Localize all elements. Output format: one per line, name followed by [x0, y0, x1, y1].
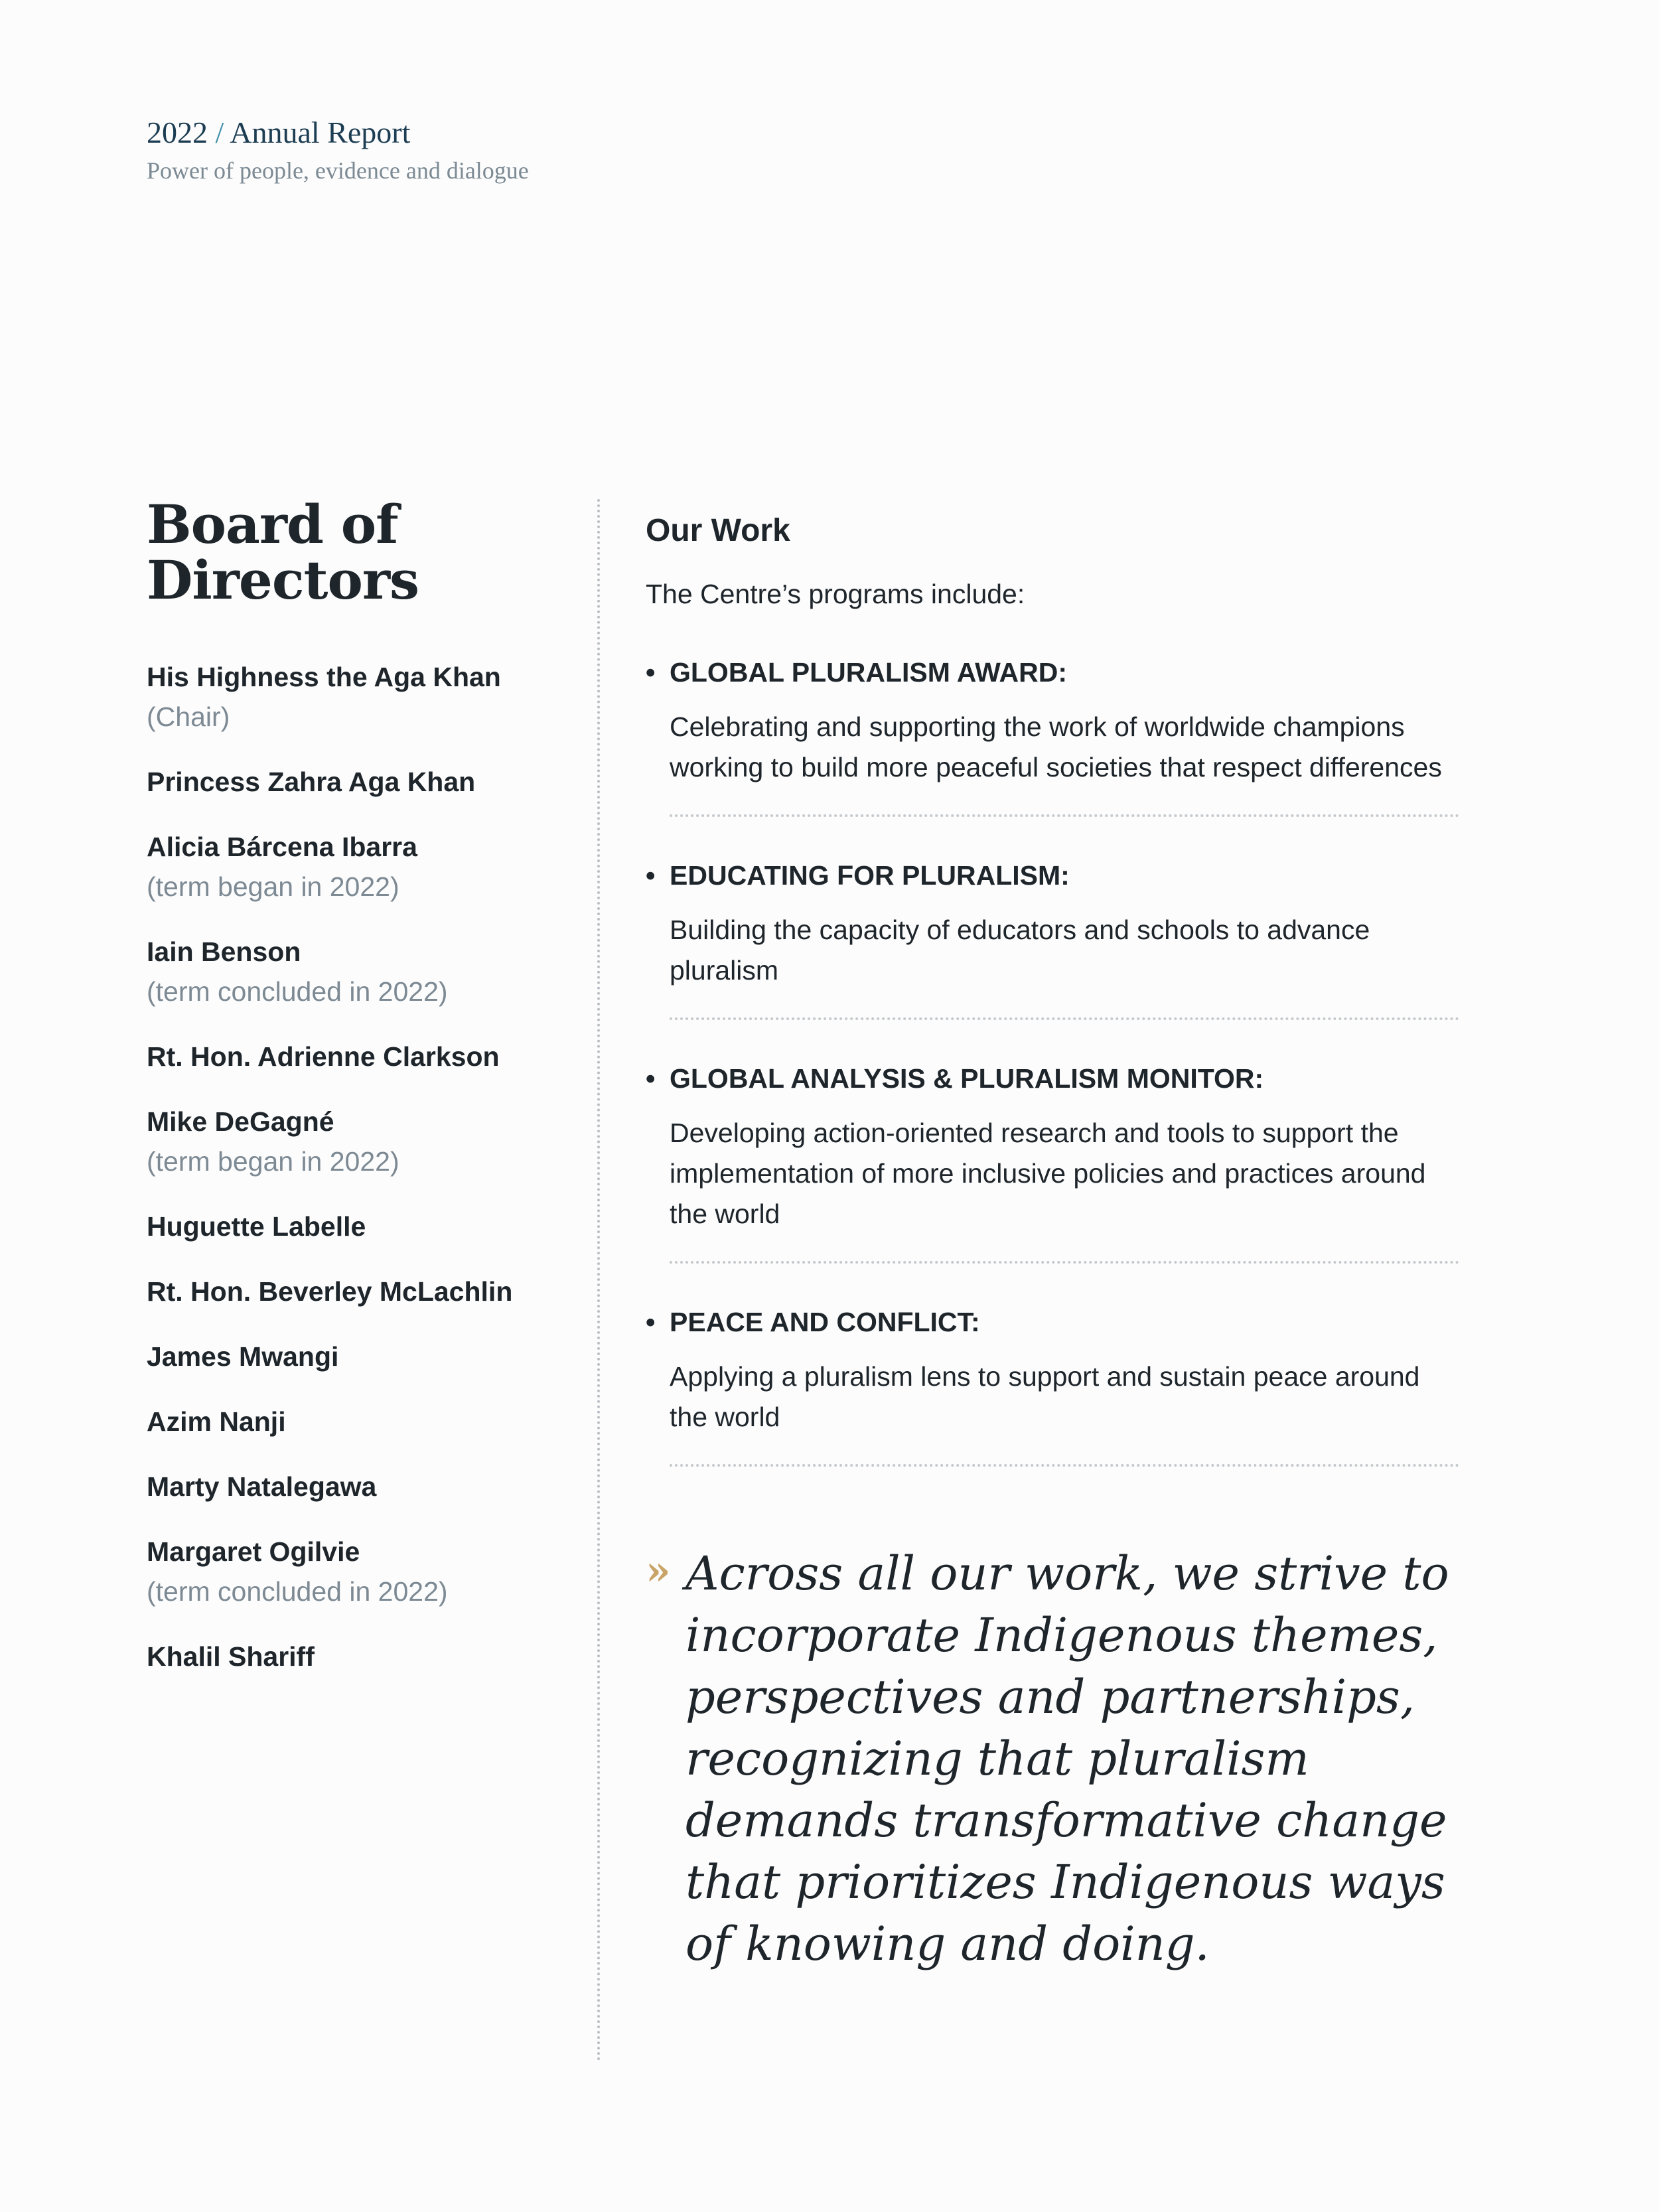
- board-member: [147, 1467, 571, 1507]
- quote-mark-icon: »: [646, 1548, 671, 1594]
- board-member-name: His Highness the Aga Khan: [147, 662, 501, 692]
- board-member-name: Rt. Hon. Adrienne Clarkson: [147, 1041, 500, 1072]
- board-member: [147, 1337, 571, 1376]
- bullet-icon: •: [646, 860, 656, 891]
- board-member-name: James Mwangi: [147, 1341, 339, 1372]
- program-title-text: GLOBAL PLURALISM AWARD:: [670, 657, 1068, 688]
- board-member-name: Princess Zahra Aga Khan: [147, 767, 476, 797]
- bullet-icon: •: [646, 1063, 656, 1094]
- program-item: [646, 652, 1469, 817]
- board-title-line1: Board of: [147, 493, 398, 555]
- board-member-term-note: (term began in 2022): [147, 871, 399, 902]
- board-member-name: Marty Natalegawa: [147, 1471, 377, 1502]
- report-year: 2022: [147, 115, 208, 149]
- board-member-term-note: (Chair): [147, 701, 230, 732]
- title-separator: /: [215, 115, 224, 149]
- report-title: [147, 113, 529, 153]
- report-header: [147, 113, 529, 187]
- program-divider: [670, 1017, 1459, 1020]
- board-member: [147, 827, 571, 907]
- our-work-intro: The Centre’s programs include:: [646, 579, 1025, 609]
- program-list: [646, 652, 1469, 1467]
- board-title: [147, 493, 419, 611]
- program-description: Applying a pluralism lens to support and sustain peace around the world: [670, 1361, 1420, 1432]
- bullet-icon: •: [646, 1307, 656, 1337]
- quote-text: Across all our work, we strive to incorporate Indigenous themes, perspectives and partnerships, recognizing that pluralism demands transformative change that prioritizes Indigenous ways of knowing and doing.: [685, 1546, 1449, 1971]
- board-member: [147, 1102, 571, 1181]
- program-description: Building the capacity of educators and schools to advance pluralism: [670, 915, 1370, 986]
- program-title: [646, 1059, 1469, 1098]
- program-title-text: GLOBAL ANALYSIS & PLURALISM MONITOR:: [670, 1063, 1264, 1094]
- program-divider: [670, 814, 1459, 817]
- program-title-text: EDUCATING FOR PLURALISM:: [670, 860, 1070, 891]
- board-member: [147, 657, 571, 737]
- program-title: [646, 652, 1469, 692]
- our-work-section: [646, 508, 1469, 1467]
- board-member-term-note: (term began in 2022): [147, 1146, 399, 1177]
- board-member-list: [147, 657, 571, 1702]
- board-member: [147, 1207, 571, 1246]
- board-member-name: Khalil Shariff: [147, 1641, 315, 1672]
- program-title-text: PEACE AND CONFLICT:: [670, 1307, 980, 1337]
- program-divider: [670, 1261, 1459, 1264]
- board-member: [147, 1532, 571, 1611]
- board-member-name: Azim Nanji: [147, 1406, 286, 1437]
- column-divider: [597, 499, 600, 2062]
- pull-quote: [646, 1543, 1475, 1975]
- board-member-name: Margaret Ogilvie: [147, 1536, 360, 1567]
- board-member-name: Iain Benson: [147, 936, 301, 967]
- program-item: [646, 1302, 1469, 1467]
- program-title: [646, 1302, 1469, 1342]
- board-title-line2: Directors: [147, 549, 419, 611]
- board-member: [147, 1402, 571, 1441]
- program-item: [646, 1059, 1469, 1264]
- program-description: Developing action-oriented research and tools to support the implementation of more inclusive policies and practices around the world: [670, 1118, 1426, 1229]
- board-member: [147, 1272, 571, 1311]
- program-title: [646, 855, 1469, 895]
- our-work-heading: Our Work: [646, 513, 790, 548]
- board-member: [147, 1037, 571, 1076]
- program-item: [646, 855, 1469, 1020]
- board-member-name: Alicia Bárcena Ibarra: [147, 832, 417, 862]
- board-member: [147, 762, 571, 802]
- report-subtitle: Power of people, evidence and dialogue: [147, 157, 529, 184]
- program-divider: [670, 1464, 1459, 1467]
- board-member-name: Huguette Labelle: [147, 1211, 366, 1242]
- board-member-term-note: (term concluded in 2022): [147, 1576, 448, 1607]
- report-name: Annual Report: [230, 115, 411, 149]
- board-member-name: Mike DeGagné: [147, 1106, 334, 1137]
- board-member-term-note: (term concluded in 2022): [147, 976, 448, 1007]
- program-description: Celebrating and supporting the work of worldwide champions working to build more peaceful societies that respect differences: [670, 711, 1442, 782]
- board-member: [147, 1637, 571, 1676]
- board-member-name: Rt. Hon. Beverley McLachlin: [147, 1276, 513, 1307]
- bullet-icon: •: [646, 657, 656, 688]
- board-member: [147, 932, 571, 1011]
